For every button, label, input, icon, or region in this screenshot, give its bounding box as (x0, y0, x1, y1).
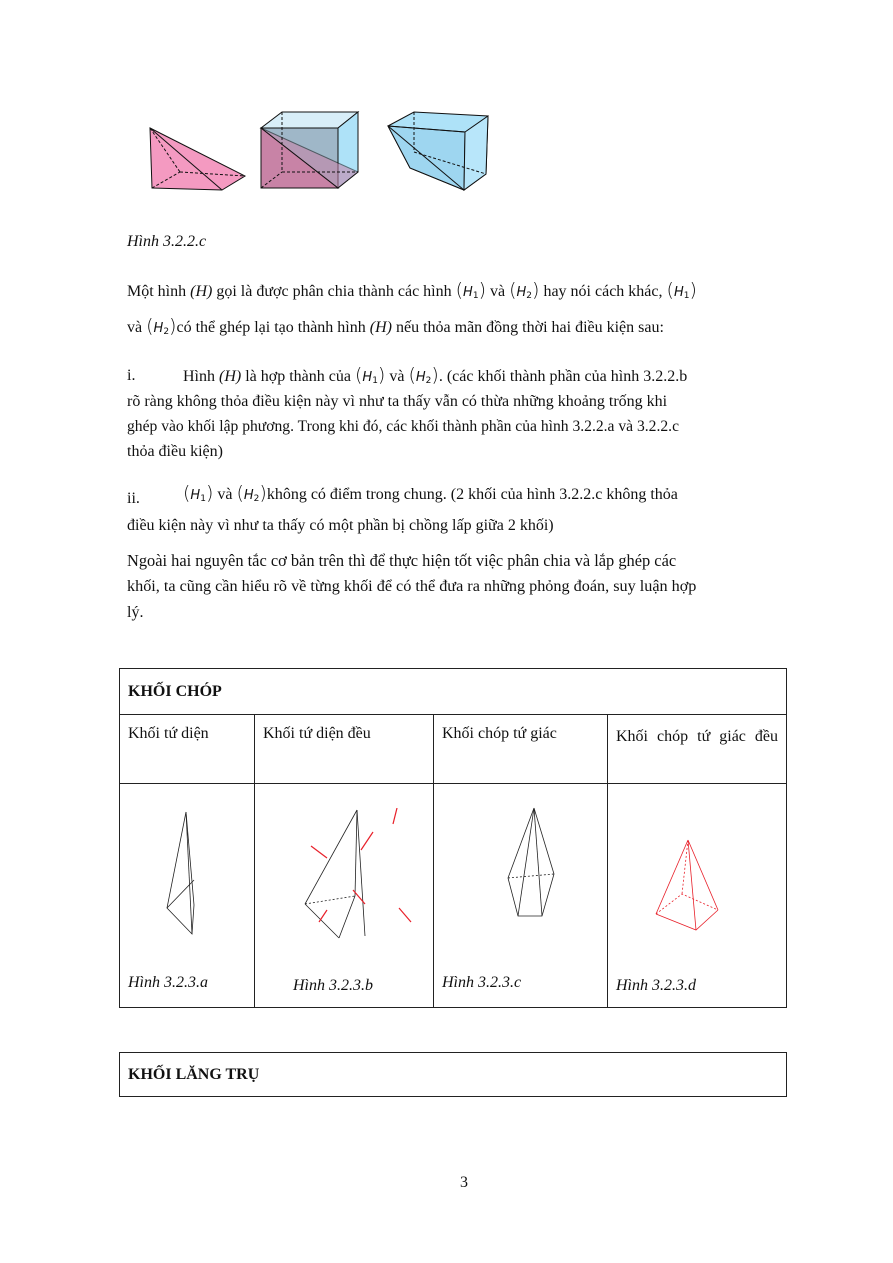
condition-ii-label: ii. (127, 490, 140, 507)
condition-ii-line-2: điều kiện này vì như ta thấy có một phần bị chồng lấp giữa 2 khối) (127, 517, 554, 534)
pyramid-cell-a (120, 784, 255, 1008)
page-number: 3 (460, 1174, 468, 1191)
pink-wedge-solid (150, 128, 245, 190)
pyramid-cell-c (434, 784, 608, 1008)
math-h2: $(H_2)$ (408, 364, 439, 386)
condition-i-line-2: rõ ràng không thỏa điều kiện này vì như ta thấy vẫn có thừa những khoảng trống khi (127, 393, 668, 410)
condition-i-line-4: thỏa điều kiện) (127, 443, 223, 460)
pyramid-header-regular-square-pyramid: Khối chóp tứ giác đều (608, 715, 787, 784)
prism-table (119, 1052, 787, 1097)
pyramid-cell-b (255, 784, 434, 1008)
pyramid-table (119, 668, 787, 1008)
caption-3-2-3-a: Hình 3.2.3.a (128, 974, 208, 991)
prism-table-title: KHỐI LĂNG TRỤ (120, 1053, 787, 1097)
pyramid-cell-d (608, 784, 787, 1008)
square-pyramid-figure (506, 806, 562, 920)
pyramid-table-title: KHỐI CHÓP (120, 669, 787, 715)
math-h2: $(H_2)$ (146, 315, 177, 337)
caption-3-2-3-b: Hình 3.2.3.b (293, 977, 373, 994)
math-h2: $(H_2)$ (509, 279, 540, 301)
closing-line-2: khối, ta cũng cần hiểu rõ về từng khối để có thể đưa ra những phỏng đoán, suy luận hợp (127, 577, 697, 595)
pyramid-header-square-pyramid: Khối chóp tứ giác (434, 715, 608, 784)
regular-tetrahedron-figure (303, 808, 418, 940)
figure-3-2-2-c (140, 104, 500, 200)
cube-composite-solid (261, 112, 358, 188)
definition-line-2: và $(H_2)có$ thể ghép lại tạo thành hình (H) nếu thỏa mãn đồng thời hai điều kiện sau: (127, 315, 664, 337)
pyramid-header-tetrahedron: Khối tứ diện (120, 715, 255, 784)
definition-line-1: Một hình (H) gọi là được phân chia thành các hình $(H_1)$ và $(H_2)$ hay nói cách khác, $(H_1)$ (127, 279, 697, 301)
figure-caption-3-2-2-c: Hình 3.2.2.c (127, 233, 207, 250)
condition-i-line-3: ghép vào khối lập phương. Trong khi đó, các khối thành phần của hình 3.2.2.a và 3.2.2.c (127, 418, 679, 435)
condition-ii-line-1: $(H_1)$ và $(H_2)không$ có điểm trong chung. (2 khối của hình 3.2.2.c không thỏa (183, 482, 678, 504)
math-h2: $(H_2)$ (236, 482, 267, 504)
regular-square-pyramid-figure (654, 838, 722, 932)
closing-line-1: Ngoài hai nguyên tắc cơ bản trên thì để thực hiện tốt việc phân chia và lắp ghép các (127, 551, 677, 570)
condition-i-label: i. (127, 367, 136, 384)
math-h1: $(H_1)$ (183, 482, 214, 504)
blue-solid (388, 112, 488, 190)
math-h1: $(H_1)$ (666, 279, 697, 301)
math-h1: $(H_1)$ (354, 364, 386, 386)
closing-line-3: lý. (127, 604, 144, 621)
pyramid-header-regular-tetrahedron: Khối tứ diện đều (255, 715, 434, 784)
condition-i-line-1: Hình (H) là hợp thành của $(H_1)$ và $(H_2)$. (các khối thành phần của hình 3.2.2.b (183, 364, 688, 386)
caption-3-2-3-c: Hình 3.2.3.c (442, 974, 522, 991)
caption-3-2-3-d: Hình 3.2.3.d (616, 977, 696, 994)
tetrahedron-figure (164, 810, 198, 936)
math-h1: $(H_1)$ (455, 279, 486, 301)
